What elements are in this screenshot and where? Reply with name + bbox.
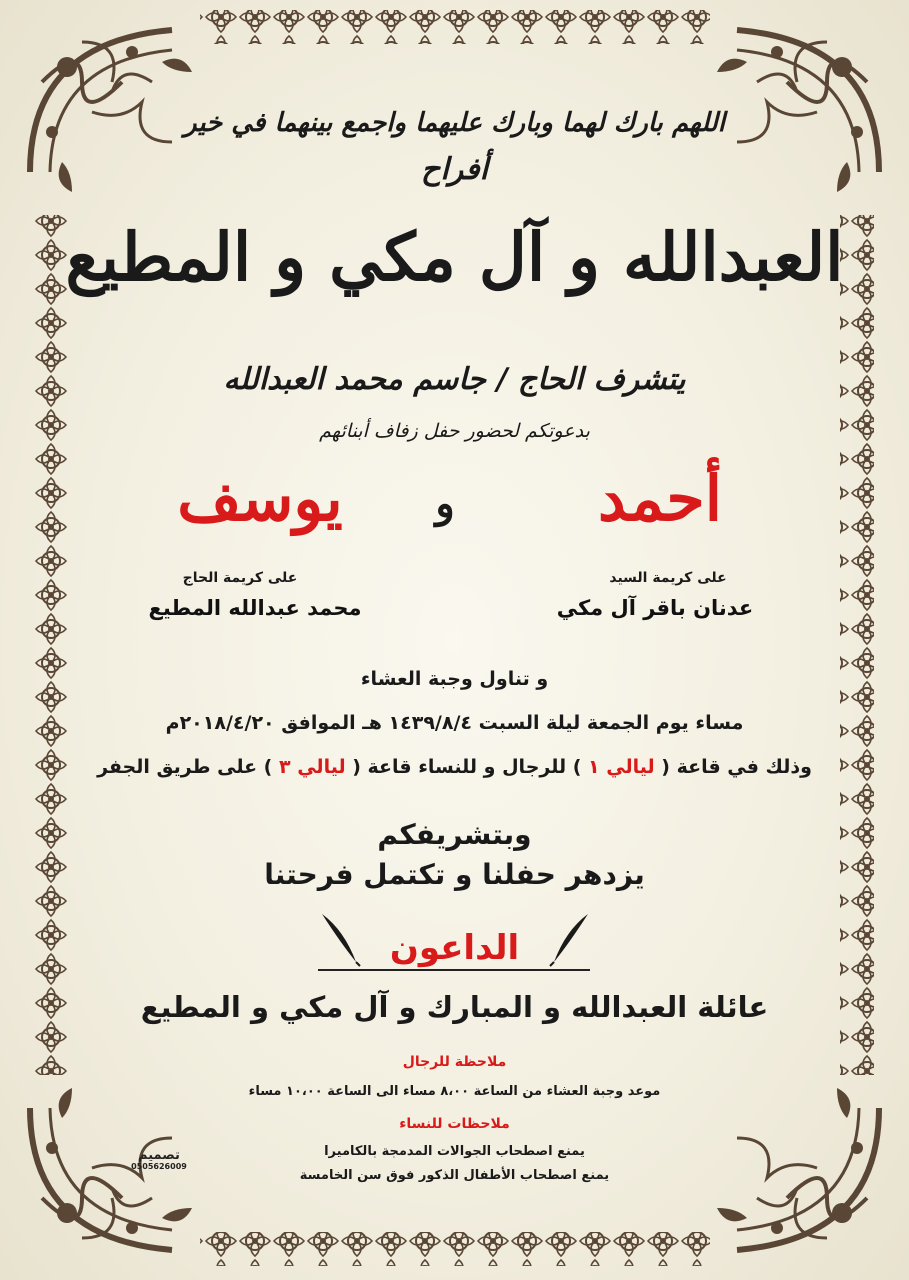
venue-line <box>0 756 909 778</box>
designer-stamp <box>128 1148 190 1174</box>
host-line: يتشرف الحاج / جاسم محمد العبدالله <box>223 362 686 397</box>
designer-logo: تصميم <box>138 1148 180 1163</box>
women-note-1: يمنع اصطحاب الجوالات المدمجة بالكاميرا <box>324 1144 585 1159</box>
men-note: موعد وجبة العشاء من الساعة ٨،٠٠ مساء الى الساعة ١٠،٠٠ مساء <box>248 1084 661 1099</box>
dinner-line: و تناول وجبة العشاء <box>360 668 549 690</box>
callers-title: الداعون <box>389 928 520 968</box>
men-note-title: ملاحظة للرجال <box>402 1054 507 1070</box>
families-title: العبدالله و آل مكي و المطيع <box>65 218 844 296</box>
groom-2-name: يوسف <box>177 462 343 535</box>
callers-names: عائلة العبدالله و المبارك و آل مكي و المطيع <box>140 990 769 1024</box>
invite-line: بدعوتكم لحضور حفل زفاف أبنائهم <box>319 420 590 442</box>
venue-text-c: ) على طريق الجفر <box>97 756 273 778</box>
date-line: مساء يوم الجمعة ليلة السبت ١٤٣٩/٨/٤ هـ الموافق ٢٠١٨/٤/٢٠م <box>165 712 744 734</box>
venue-women-hall: ليالي ٣ <box>278 756 346 778</box>
bride-2-prefix: على كريمة الحاج <box>182 570 298 586</box>
closing-line-1: وبتشريفكم <box>377 818 532 851</box>
groom-1-name: أحمد <box>598 462 722 535</box>
bride-2-father: محمد عبدالله المطيع <box>148 596 362 620</box>
women-note-title: ملاحظات للنساء <box>399 1116 510 1132</box>
afrah-heading: أفراح <box>421 152 488 187</box>
blessing-text: اللهم بارك لهما وبارك عليهما واجمع بينهما في خير <box>183 108 725 138</box>
venue-text-b: ) للرجال و للنساء قاعة ( <box>352 756 582 778</box>
bride-1-prefix: على كريمة السيد <box>609 570 727 586</box>
venue-men-hall: ليالي ١ <box>588 756 655 778</box>
venue-text-a: وذلك في قاعة ( <box>661 756 812 778</box>
bride-1-father: عدنان باقر آل مكي <box>556 596 754 620</box>
women-note-2: يمنع اصطحاب الأطفال الذكور فوق سن الخامسة <box>299 1168 610 1183</box>
designer-phone: 0505626009 <box>131 1162 187 1171</box>
divider-line <box>318 969 590 971</box>
and-conjunction: و <box>435 480 455 527</box>
closing-line-2: يزدهر حفلنا و تكتمل فرحتنا <box>264 858 645 891</box>
